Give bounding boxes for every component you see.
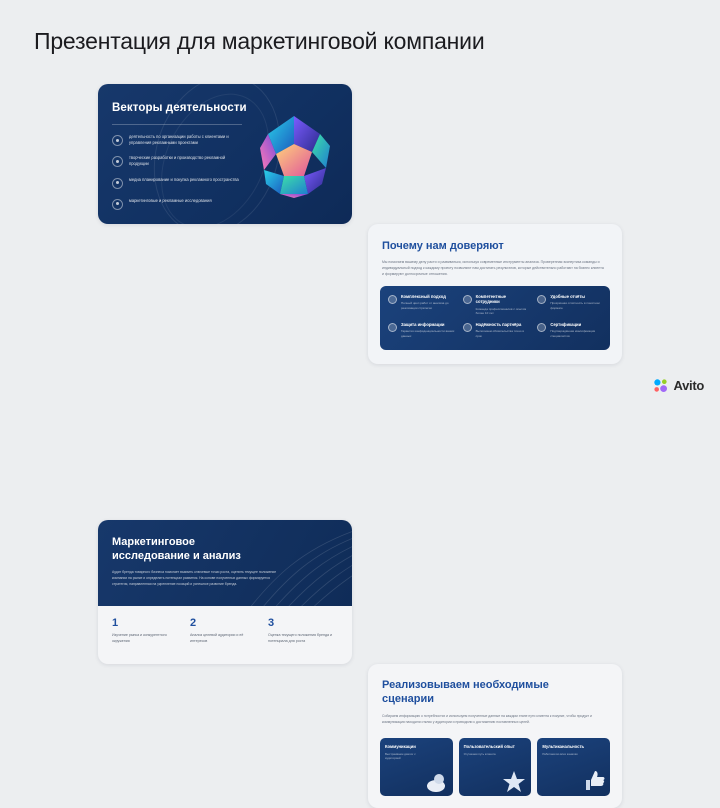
feature-title: Комплексный подход [401, 294, 446, 299]
list-item [190, 618, 260, 645]
users-badge-icon [463, 295, 472, 304]
list-item [268, 618, 338, 645]
list-item [537, 294, 604, 316]
bullet-dot-icon [112, 135, 123, 146]
feature-title: Надёжность партнёра [475, 321, 522, 327]
card-desc: Улучшаем путь клиента [463, 752, 496, 756]
slide-card-pochemu-nam-doveryayut[interactable] [368, 224, 622, 364]
list-item [537, 738, 610, 796]
card-desc: Работаем во всех каналах [542, 752, 578, 756]
pebble-illustration-icon [423, 767, 449, 793]
feature-title: Защита информации [401, 321, 445, 327]
slide2-title: Почему нам доверяют [382, 240, 504, 252]
list-item [388, 294, 455, 316]
feature-desc: Выполняем обязательства точно в срок [475, 329, 524, 338]
handshake-badge-icon [463, 323, 472, 332]
step-text: Оценка текущего положения бренда и потенциала для роста [268, 633, 333, 643]
list-item [112, 134, 240, 146]
card-title: Пользовательский опыт [463, 744, 515, 749]
slide1-title: Векторы деятельности [112, 102, 247, 114]
bullet-dot-icon [112, 156, 123, 167]
slide3-body-text: Аудит бренда товарного бизнеса помогает выявить ключевые точки роста, оценить текущее положение компании на рынке и определить потенциал развития. На основе полученных данных формируется стратегия, направленная на укрепление позиций и успешное развитие бренда. [112, 570, 277, 586]
step-text: Анализ целевой аудитории и её интересов [190, 633, 244, 643]
slide1-bullet-text: маркетинговые и рекламные исследования [129, 197, 212, 203]
crystal-gem-icon [254, 114, 334, 198]
list-item [112, 177, 240, 189]
slide2-lead-text: Мы помогаем вашему делу расти и развиваться, используя современные инструменты анализа. Проверенная экспертиза команды и индивидуальный подход к каждому проекту позволяют нам достигать результатов, которые действительно работают на бизнес клиента и формируют долгосрочные отношения. [382, 260, 604, 276]
feature-desc: Команда профессионалов с опытом более 10 лет [475, 306, 527, 316]
list-item [537, 322, 604, 338]
page-title: Презентация для маркетинговой компании [34, 28, 485, 54]
list-item [112, 155, 240, 167]
feature-title: Удобные отчёты [550, 294, 585, 299]
list-item [112, 198, 240, 210]
avito-logo-icon [653, 378, 668, 393]
slide3-title: Маркетинговое исследование и анализ [112, 536, 241, 562]
slide-card-realizovyvaem-scenarii[interactable] [368, 664, 622, 808]
list-item [388, 322, 455, 338]
slide-card-marketingovoe-issledovanie[interactable] [98, 520, 352, 664]
certificate-badge-icon [537, 323, 546, 332]
slide1-bullet-text: творческие разработки и производство рекламной продукции [129, 155, 226, 167]
feature-desc: Полный цикл работ от анализа до реализации стратегии [401, 301, 449, 310]
slide1-bullet-text: деятельность по организации работы с клиентами и управления рекламными проектами [129, 134, 229, 146]
star-illustration-icon [501, 767, 527, 793]
thumbs-up-illustration-icon [580, 767, 606, 793]
avito-watermark-text: Avito [673, 378, 704, 393]
slide3-steps [112, 618, 338, 645]
bullet-dot-icon [112, 178, 123, 189]
step-number: 1 [112, 617, 119, 629]
list-item [459, 738, 532, 796]
feature-desc: Гарантия конфиденциальности ваших данных [401, 329, 455, 338]
slides-grid [98, 84, 622, 761]
list-item [112, 618, 182, 645]
feature-desc: Прозрачная отчётность в понятном формате [550, 301, 600, 310]
avito-watermark [653, 378, 704, 393]
slide1-bullet-list [112, 134, 240, 219]
slide-card-vektory-deyatelnosti[interactable] [98, 84, 352, 224]
slide4-title: Реализовываем необходимые сценарии [382, 679, 549, 706]
card-desc: Выстраиваем диалог с аудиторией [385, 752, 416, 761]
card-title: Коммуникации [385, 744, 416, 749]
slide1-bullet-text: медиа планирование и покупка рекламного пространства [129, 176, 239, 182]
report-badge-icon [537, 295, 546, 304]
feature-title: Компетентные сотрудники [475, 294, 507, 305]
feature-title: Сертификации [550, 321, 582, 327]
slide1-illustration [246, 106, 342, 206]
step-text: Изучение рынка и конкурентного окружения [112, 633, 167, 643]
slide2-feature-grid [388, 294, 604, 338]
slide4-lead-text: Собираем информацию о потребностях и используем полученные данные на каждом этапе пути клиента к покупке, чтобы продукт и коммуникация находили отклик у аудитории и приводили к достижению поставленных целей. [382, 714, 592, 724]
slide4-cards [380, 738, 610, 796]
check-badge-icon [388, 295, 397, 304]
shield-badge-icon [388, 323, 397, 332]
list-item [463, 322, 530, 338]
step-number: 2 [190, 617, 197, 629]
list-item [463, 294, 530, 316]
step-number: 3 [268, 617, 275, 629]
feature-desc: Подтверждённая квалификация специалистов [550, 329, 596, 338]
bullet-dot-icon [112, 199, 123, 210]
list-item [380, 738, 453, 796]
card-title: Мультиканальность [542, 744, 585, 749]
slide1-divider [112, 124, 242, 125]
